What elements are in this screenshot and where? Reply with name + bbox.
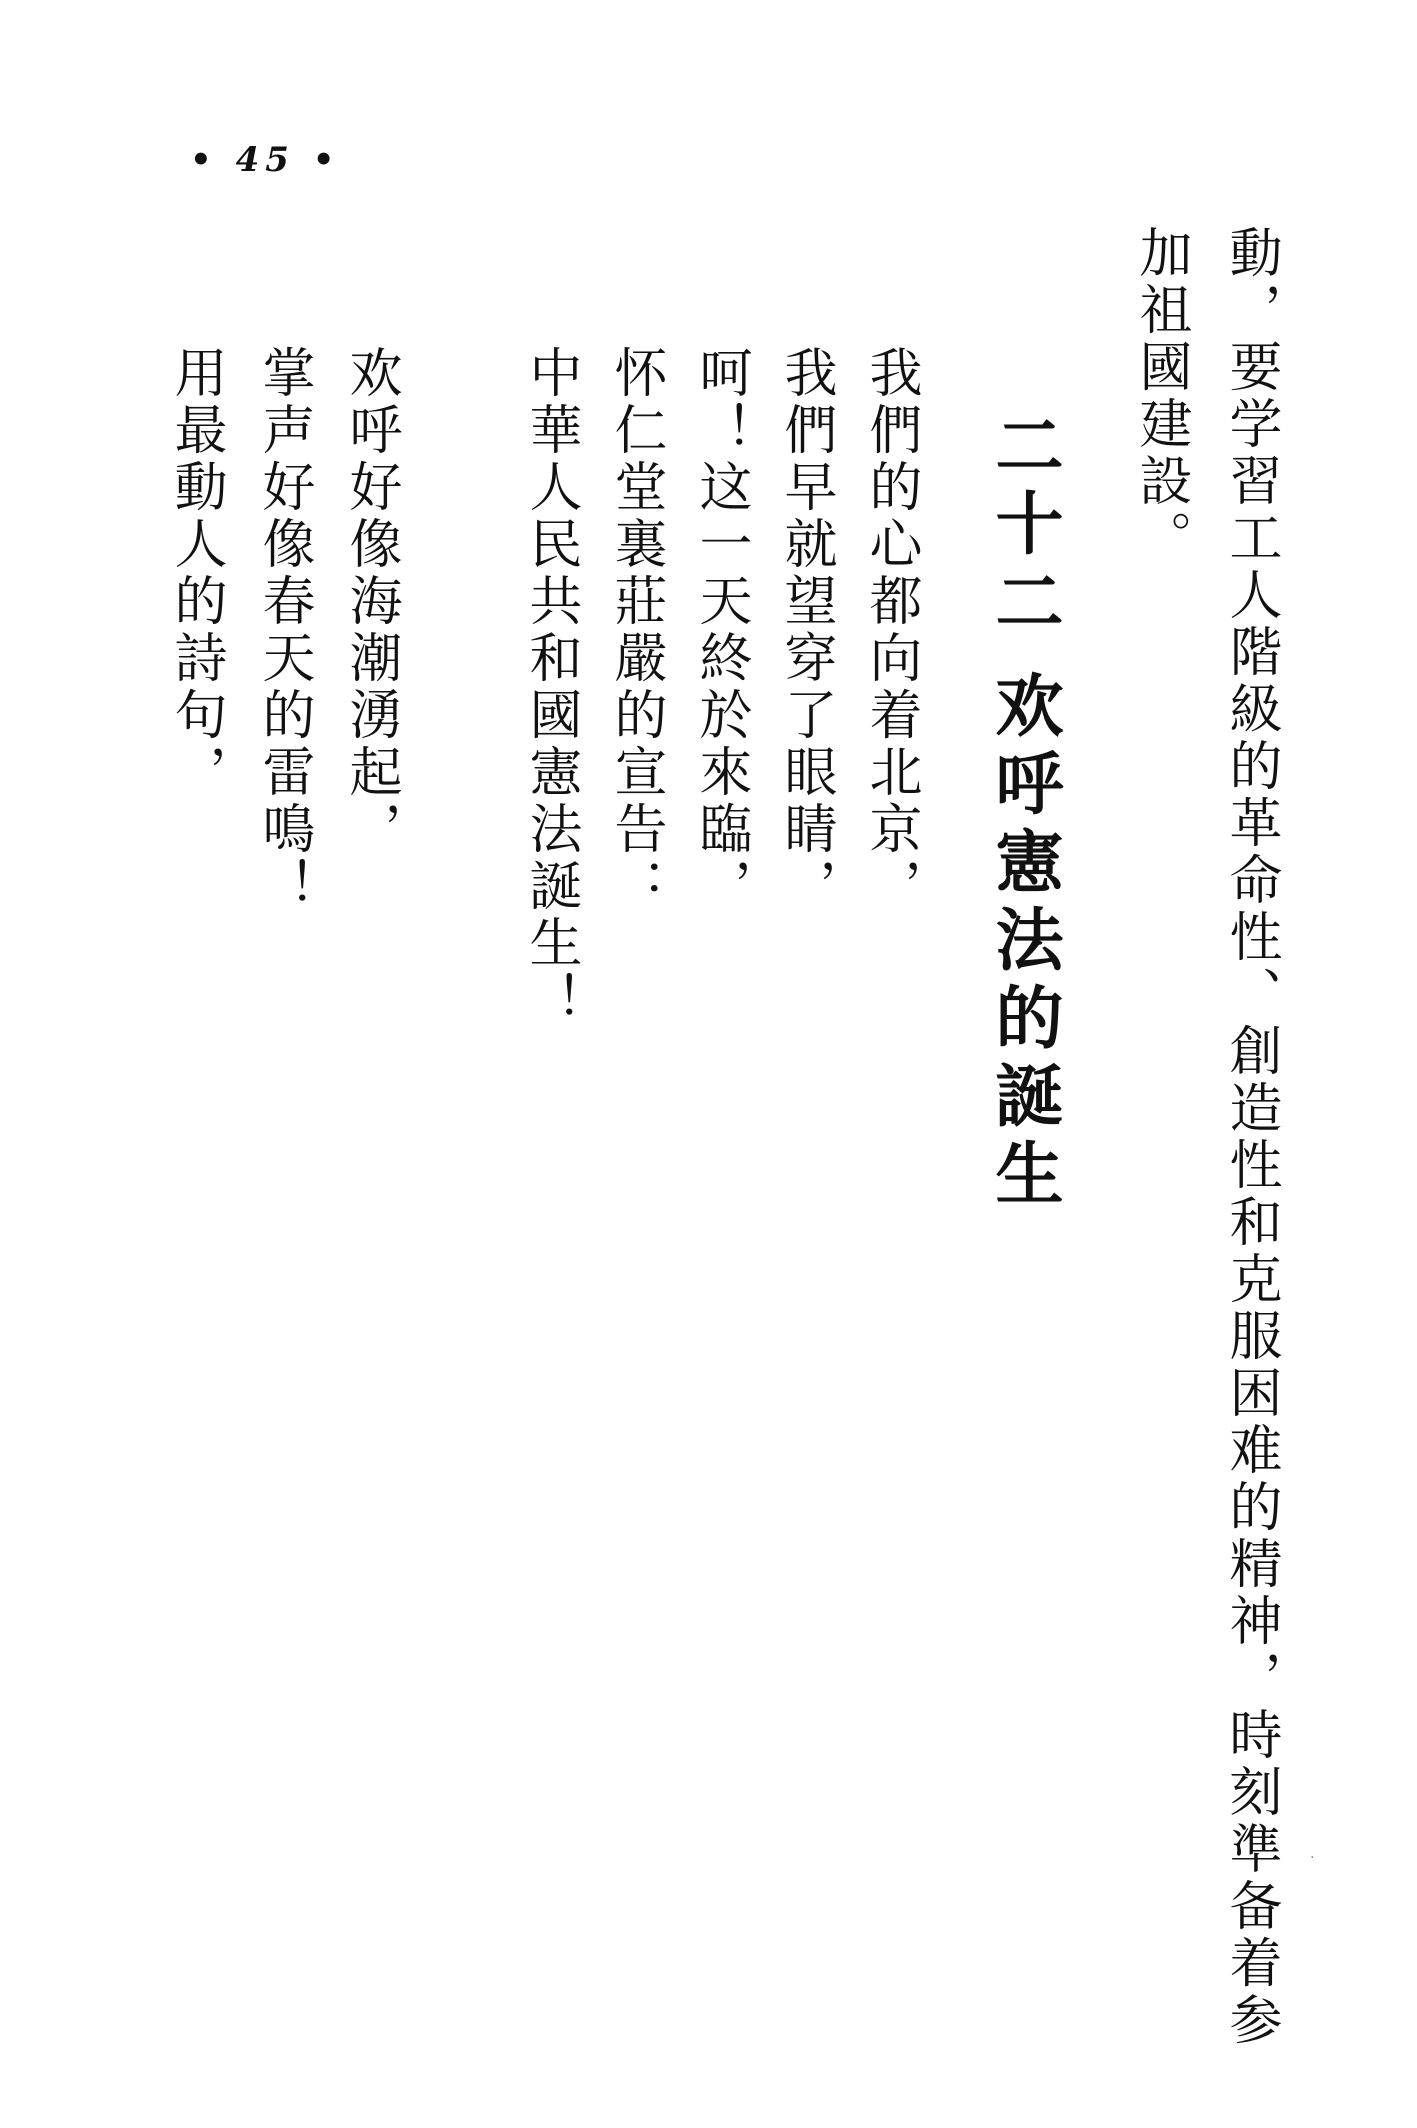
chapter-number: 二十二 bbox=[984, 410, 1064, 644]
scan-speck: · bbox=[1310, 1850, 1315, 1866]
poem-line: 中華人民共和國憲法誕生！ bbox=[521, 345, 582, 1029]
poem-line: 我們早就望穿了眼睛， bbox=[776, 345, 837, 915]
poem-line: 掌声好像春天的雷鳴！ bbox=[254, 345, 315, 915]
chapter-title: 欢呼憲法的誕生 bbox=[984, 670, 1064, 1216]
page-number: • 45 • bbox=[190, 140, 341, 180]
poem-line: 我們的心都向着北京， bbox=[861, 345, 922, 915]
poem-line: 怀仁堂裏莊嚴的宣告： bbox=[606, 345, 667, 915]
prose-line-2: 加祖國建設。 bbox=[1131, 225, 1192, 567]
poem-line: 呵！这一天終於來臨， bbox=[691, 345, 752, 915]
prose-line-1: 動，要学習工人階級的革命性、創造性和克服困难的精神，時刻準备着参 bbox=[1221, 225, 1282, 2049]
poem-line: 用最動人的詩句， bbox=[166, 345, 227, 801]
poem-line: 欢呼好像海潮湧起， bbox=[341, 345, 402, 858]
